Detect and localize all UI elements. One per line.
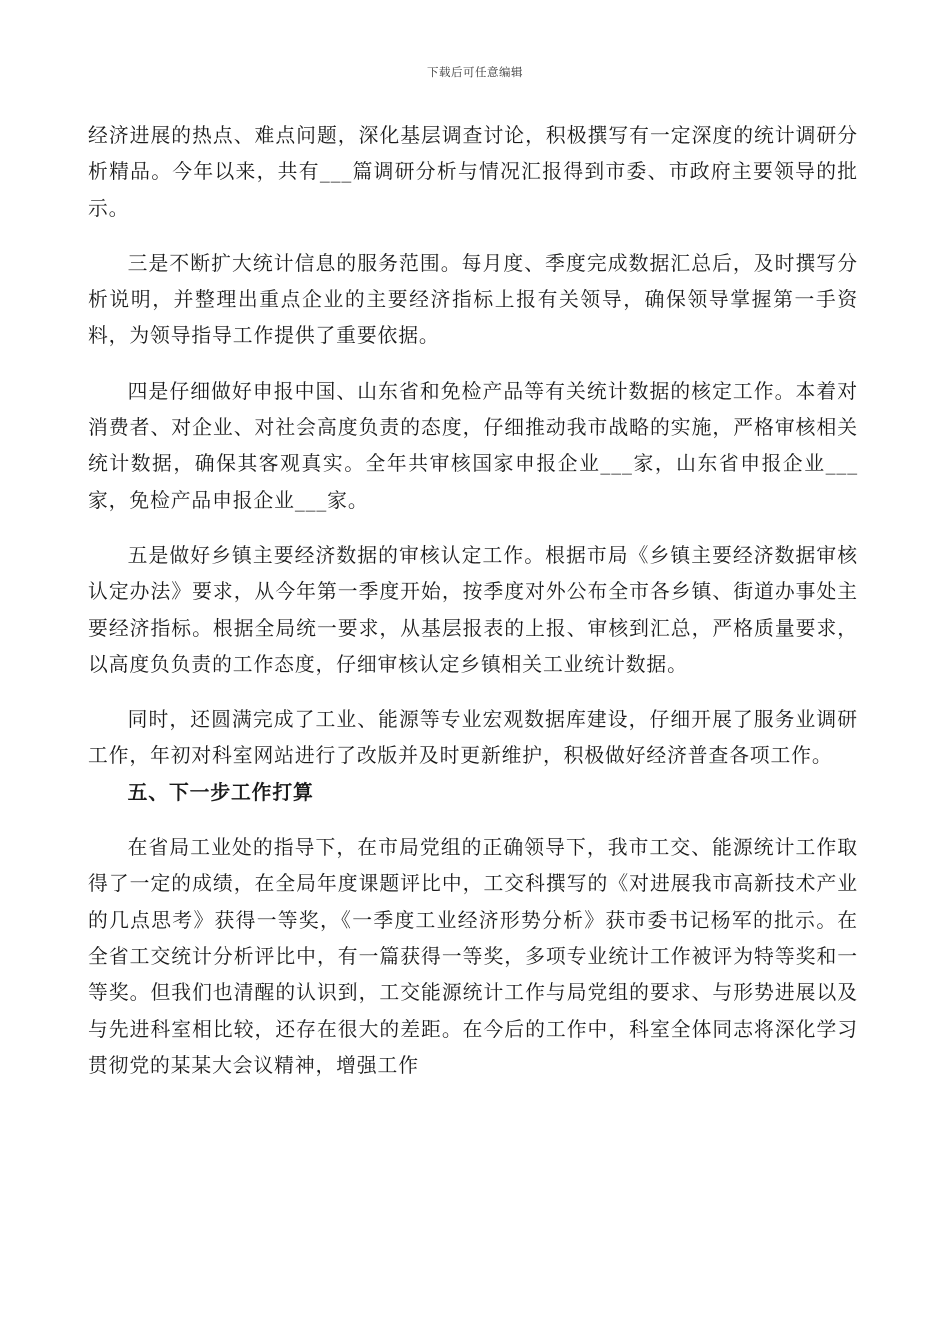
paragraph-4: 五是做好乡镇主要经济数据的审核认定工作。根据市局《乡镇主要经济数据审核认定办法》要求，从今年第一季度开始，按季度对外公布全市各乡镇、街道办事处主要经济指标。根据全局统一要求，从基层报表的上报、审核到汇总，严格质量要求，以高度负负责的工作态度，仔细审核认定乡镇相关工业统计数据。 [88, 543, 858, 676]
paragraph-3: 四是仔细做好申报中国、山东省和免检产品等有关统计数据的核定工作。本着对消费者、对企业、对社会高度负责的态度，仔细推动我市战略的实施，严格审核相关统计数据，确保其客观真实。全年共审核国家申报企业___家，山东省申报企业___家，免检产品申报企业___家。 [88, 379, 858, 512]
document-body [88, 118, 858, 1084]
paragraph-1: 经济进展的热点、难点问题，深化基层调查讨论，积极撰写有一定深度的统计调研分析精品。今年以来，共有___篇调研分析与情况汇报得到市委、市政府主要领导的批示。 [88, 124, 858, 220]
paragraph-5: 同时，还圆满完成了工业、能源等专业宏观数据库建设，仔细开展了服务业调研工作，年初对科室网站进行了改版并及时更新维护，积极做好经济普查各项工作。 [88, 708, 858, 768]
paragraph-6: 在省局工业处的指导下，在市局党组的正确领导下，我市工交、能源统计工作取得了一定的成绩，在全局年度课题评比中，工交科撰写的《对进展我市高新技术产业的几点思考》获得一等奖，《一季度工业经济形势分析》获市委书记杨军的批示。在全省工交统计分析评比中，有一篇获得一等奖，多项专业统计工作被评为特等奖和一等奖。但我们也清醒的认识到，工交能源统计工作与局党组的要求、与形势进展以及与先进科室相比较，还存在很大的差距。在今后的工作中，科室全体同志将深化学习贯彻党的某某大会议精神，增强工作 [88, 836, 858, 1077]
header-note: 下载后可任意编辑 [427, 65, 523, 79]
section-heading: 五、下一步工作打算 [127, 780, 314, 804]
paragraph-2: 三是不断扩大统计信息的服务范围。每月度、季度完成数据汇总后，及时撰写分析说明，并整理出重点企业的主要经济指标上报有关领导，确保领导掌握第一手资料，为领导指导工作提供了重要依据。 [88, 251, 858, 348]
